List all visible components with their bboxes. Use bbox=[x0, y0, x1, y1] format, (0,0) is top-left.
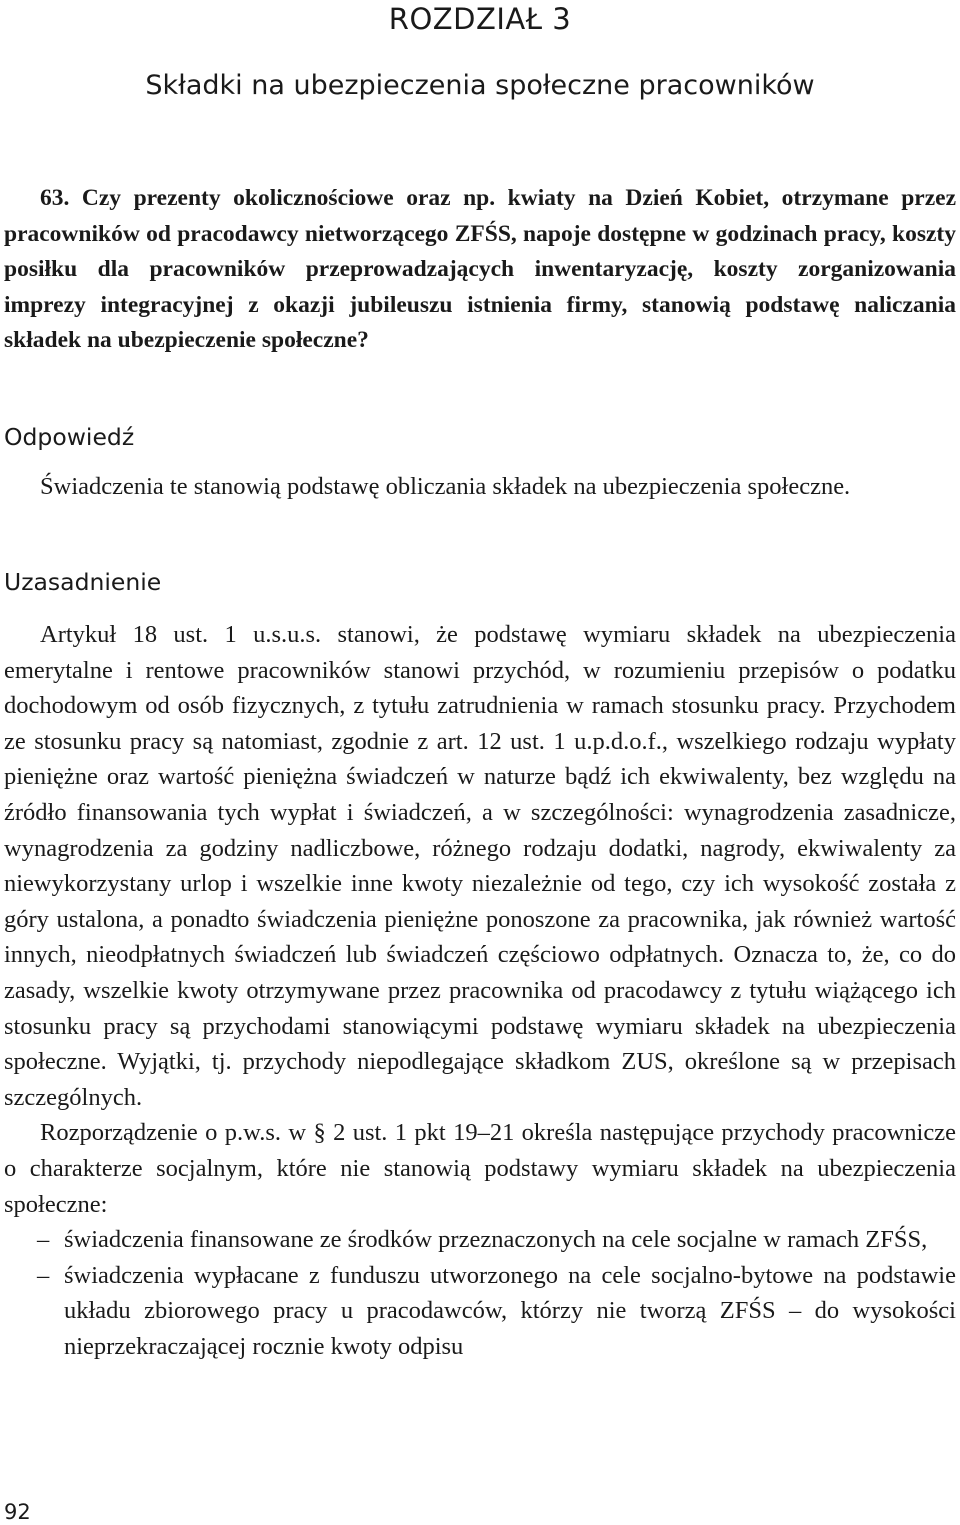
chapter-label: ROZDZIAŁ 3 bbox=[388, 2, 572, 36]
list-dash: – bbox=[37, 1226, 50, 1254]
answer-heading: Odpowiedź bbox=[4, 423, 135, 451]
page-number: 92 bbox=[4, 1500, 31, 1524]
list-item-text: świadczenia wypłacane z funduszu utworzonego na cele socjalno-bytowe na podstawie układu zbiorowego pracy u pracodawców, którzy nie tworzą ZFŚS – do wysokości nieprzekraczającej rocznie kwoty odpisu bbox=[64, 1261, 956, 1360]
justification-body bbox=[4, 617, 956, 1364]
list-item bbox=[4, 1258, 956, 1365]
chapter-title: Składki na ubezpieczenia społeczne pracowników bbox=[145, 70, 815, 101]
justification-paragraph-1: Artykuł 18 ust. 1 u.s.u.s. stanowi, że podstawę wymiaru składek na ubezpieczenia emerytalne i rentowe pracowników stanowi przychód, w rozumieniu przepisów o podatku dochodowym od osób fizycznych, z tytułu zatrudnienia w ramach stosunku pracy. Przychodem ze stosunku pracy są natomiast, zgodnie z art. 12 ust. 1 u.p.d.o.f., wszelkiego rodzaju wypłaty pieniężne oraz wartość pieniężna świadczeń w naturze bądź ich ekwiwalenty, bez względu na źródło finansowania tych wypłat i świadczeń, a w szczególności: wynagrodzenia zasadnicze, wynagrodzenia za godziny nadliczbowe, różnego rodzaju dodatki, nagrody, ekwiwalenty za niewykorzystany urlop i wszelkie inne kwoty niezależnie od tego, czy ich wysokość została z góry ustalona, a ponadto świadczenia pieniężne ponoszone za pracownika, jak również wartość innych, nieodpłatnych świadczeń lub świadczeń częściowo odpłatnych. Oznacza to, że, co do zasady, wszelkie kwoty otrzymywane przez pracownika od pracodawcy z tytułu wiążącego ich stosunku pracy są przychodami stanowiącymi podstawę wymiaru składek na ubezpieczenia społeczne. Wyjątki, tj. przychody niepodlegające składkom ZUS, określone są w przepisach szczególnych. bbox=[4, 621, 956, 1111]
justification-paragraph-2: Rozporządzenie o p.w.s. w § 2 ust. 1 pkt 19–21 określa następujące przychody pracownicze o charakterze socjalnym, które nie stanowią podstawy wymiaru składek na ubezpieczenia społeczne: bbox=[4, 1119, 956, 1218]
exemption-list bbox=[4, 1222, 956, 1364]
list-item-text: świadczenia finansowane ze środków przeznaczonych na cele socjalne w ramach ZFŚS, bbox=[64, 1226, 928, 1254]
list-dash: – bbox=[37, 1261, 50, 1289]
question-text: 63. Czy prezenty okolicznościowe oraz np. kwiaty na Dzień Kobiet, otrzymane przez pracowników od pracodawcy nietworzącego ZFŚS, napoje dostępne w godzinach pracy, koszty posiłku dla pracowników przeprowadzających inwentaryzację, koszty zorganizowania imprezy integracyjnej z okazji jubileuszu istnienia firmy, stanowią podstawę naliczania składek na ubezpieczenie społeczne? bbox=[4, 185, 956, 353]
list-item bbox=[4, 1222, 956, 1258]
answer-text: Świadczenia te stanowią podstawę obliczania składek na ubezpieczenia społeczne. bbox=[40, 473, 851, 500]
justification-heading: Uzasadnienie bbox=[4, 568, 162, 596]
